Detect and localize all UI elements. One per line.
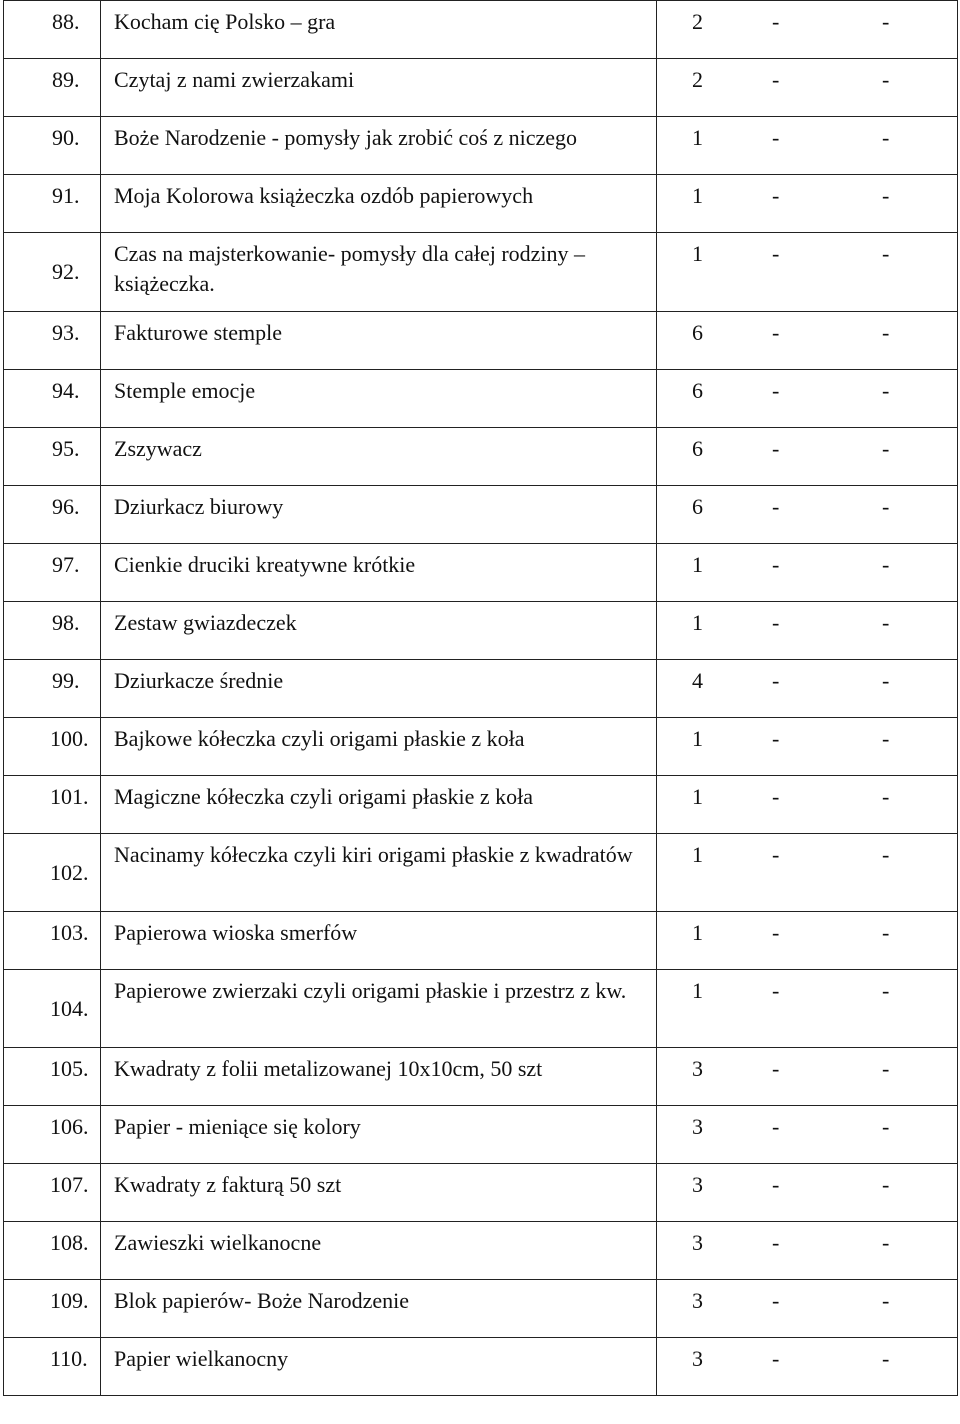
quantity-value: 3 [692, 1346, 703, 1371]
quantity-cell [657, 1, 958, 59]
quantity-cell [657, 912, 958, 970]
row-number: 96. [4, 486, 101, 544]
row-number: 104. [4, 970, 101, 1048]
table-row [4, 834, 958, 912]
row-number: 107. [4, 1164, 101, 1222]
dash-mark: - [772, 1056, 780, 1081]
dash-mark: - [882, 610, 890, 635]
dash-mark: - [882, 1056, 890, 1081]
row-number: 100. [4, 718, 101, 776]
table-row [4, 175, 958, 233]
quantity-value: 1 [692, 552, 703, 577]
quantity-cell [657, 59, 958, 117]
dash-mark: - [882, 920, 890, 945]
item-name: Kwadraty z folii metalizowanej 10x10cm, 50 szt [101, 1048, 657, 1106]
quantity-value: 3 [692, 1114, 703, 1139]
quantity-cell [657, 117, 958, 175]
quantity-cell [657, 970, 958, 1048]
row-number: 109. [4, 1280, 101, 1338]
quantity-value: 1 [692, 842, 703, 867]
quantity-cell [657, 1106, 958, 1164]
dash-mark: - [772, 610, 780, 635]
dash-mark: - [772, 378, 780, 403]
item-name: Papierowa wioska smerfów [101, 912, 657, 970]
table-row [4, 660, 958, 718]
item-name: Dziurkacze średnie [101, 660, 657, 718]
item-name: Papier - mieniące się kolory [101, 1106, 657, 1164]
dash-mark: - [882, 494, 890, 519]
table-row [4, 486, 958, 544]
dash-mark: - [772, 494, 780, 519]
quantity-value: 6 [692, 436, 703, 461]
dash-mark: - [882, 978, 890, 1003]
dash-mark: - [772, 726, 780, 751]
table-row [4, 1106, 958, 1164]
table-row [4, 1048, 958, 1106]
dash-mark: - [882, 1172, 890, 1197]
dash-mark: - [882, 241, 890, 266]
dash-mark: - [772, 320, 780, 345]
dash-mark: - [882, 67, 890, 92]
quantity-value: 1 [692, 978, 703, 1003]
row-number: 103. [4, 912, 101, 970]
item-name: Magiczne kółeczka czyli origami płaskie z koła [101, 776, 657, 834]
item-name: Kwadraty z fakturą 50 szt [101, 1164, 657, 1222]
inventory-sheet [3, 0, 957, 1396]
quantity-value: 1 [692, 610, 703, 635]
item-name: Boże Narodzenie - pomysły jak zrobić coś z niczego [101, 117, 657, 175]
item-name: Dziurkacz biurowy [101, 486, 657, 544]
quantity-cell [657, 486, 958, 544]
table-row [4, 1338, 958, 1396]
table-row [4, 428, 958, 486]
row-number: 105. [4, 1048, 101, 1106]
row-number: 92. [4, 233, 101, 312]
quantity-value: 2 [692, 9, 703, 34]
row-number: 101. [4, 776, 101, 834]
item-name: Zestaw gwiazdeczek [101, 602, 657, 660]
table-row [4, 1164, 958, 1222]
quantity-value: 3 [692, 1172, 703, 1197]
dash-mark: - [772, 920, 780, 945]
table-body [4, 1, 958, 1396]
quantity-value: 1 [692, 784, 703, 809]
item-name: Papier wielkanocny [101, 1338, 657, 1396]
quantity-value: 4 [692, 668, 703, 693]
quantity-cell [657, 1048, 958, 1106]
quantity-cell [657, 776, 958, 834]
dash-mark: - [882, 320, 890, 345]
table-row [4, 1280, 958, 1338]
quantity-value: 1 [692, 726, 703, 751]
quantity-value: 3 [692, 1056, 703, 1081]
quantity-cell [657, 1164, 958, 1222]
dash-mark: - [772, 241, 780, 266]
dash-mark: - [772, 1288, 780, 1313]
row-number: 94. [4, 370, 101, 428]
row-number: 91. [4, 175, 101, 233]
quantity-cell [657, 544, 958, 602]
quantity-value: 6 [692, 378, 703, 403]
row-number: 108. [4, 1222, 101, 1280]
dash-mark: - [882, 9, 890, 34]
dash-mark: - [882, 668, 890, 693]
table-row [4, 59, 958, 117]
dash-mark: - [882, 726, 890, 751]
quantity-cell [657, 602, 958, 660]
table-row [4, 370, 958, 428]
quantity-cell [657, 660, 958, 718]
dash-mark: - [882, 378, 890, 403]
table-row [4, 776, 958, 834]
quantity-cell [657, 370, 958, 428]
dash-mark: - [882, 436, 890, 461]
item-name: Nacinamy kółeczka czyli kiri origami płaskie z kwadratów [101, 834, 657, 912]
table-row [4, 312, 958, 370]
row-number: 110. [4, 1338, 101, 1396]
row-number: 102. [4, 834, 101, 912]
quantity-value: 1 [692, 920, 703, 945]
table-row [4, 1222, 958, 1280]
dash-mark: - [882, 1114, 890, 1139]
dash-mark: - [772, 436, 780, 461]
dash-mark: - [882, 1288, 890, 1313]
row-number: 90. [4, 117, 101, 175]
table-row [4, 970, 958, 1048]
dash-mark: - [882, 125, 890, 150]
item-name: Cienkie druciki kreatywne krótkie [101, 544, 657, 602]
dash-mark: - [772, 978, 780, 1003]
item-name: Zszywacz [101, 428, 657, 486]
item-name: Stemple emocje [101, 370, 657, 428]
dash-mark: - [772, 1230, 780, 1255]
item-name: Papierowe zwierzaki czyli origami płaskie i przestrz z kw. [101, 970, 657, 1048]
dash-mark: - [772, 1172, 780, 1197]
item-name: Kocham cię Polsko – gra [101, 1, 657, 59]
item-name: Czytaj z nami zwierzakami [101, 59, 657, 117]
dash-mark: - [772, 668, 780, 693]
quantity-cell [657, 233, 958, 312]
dash-mark: - [772, 842, 780, 867]
quantity-cell [657, 1222, 958, 1280]
quantity-cell [657, 312, 958, 370]
dash-mark: - [882, 1230, 890, 1255]
row-number: 99. [4, 660, 101, 718]
dash-mark: - [772, 183, 780, 208]
row-number: 97. [4, 544, 101, 602]
item-name: Fakturowe stemple [101, 312, 657, 370]
dash-mark: - [882, 183, 890, 208]
table-row [4, 718, 958, 776]
inventory-table [3, 0, 958, 1396]
table-row [4, 544, 958, 602]
quantity-cell [657, 175, 958, 233]
item-name: Blok papierów- Boże Narodzenie [101, 1280, 657, 1338]
table-row [4, 233, 958, 312]
dash-mark: - [772, 552, 780, 577]
dash-mark: - [882, 784, 890, 809]
quantity-value: 1 [692, 125, 703, 150]
quantity-value: 3 [692, 1230, 703, 1255]
quantity-cell [657, 718, 958, 776]
quantity-value: 1 [692, 183, 703, 208]
quantity-value: 6 [692, 320, 703, 345]
dash-mark: - [772, 67, 780, 92]
dash-mark: - [772, 784, 780, 809]
row-number: 95. [4, 428, 101, 486]
quantity-value: 6 [692, 494, 703, 519]
dash-mark: - [772, 9, 780, 34]
dash-mark: - [882, 842, 890, 867]
row-number: 98. [4, 602, 101, 660]
quantity-value: 1 [692, 241, 703, 266]
dash-mark: - [772, 125, 780, 150]
quantity-cell [657, 1338, 958, 1396]
quantity-cell [657, 1280, 958, 1338]
table-row [4, 912, 958, 970]
item-name: Bajkowe kółeczka czyli origami płaskie z koła [101, 718, 657, 776]
item-name: Moja Kolorowa książeczka ozdób papierowych [101, 175, 657, 233]
dash-mark: - [772, 1346, 780, 1371]
dash-mark: - [882, 552, 890, 577]
quantity-value: 2 [692, 67, 703, 92]
row-number: 89. [4, 59, 101, 117]
table-row [4, 602, 958, 660]
item-name: Czas na majsterkowanie- pomysły dla całej rodziny – książeczka. [101, 233, 657, 312]
table-row [4, 117, 958, 175]
row-number: 88. [4, 1, 101, 59]
quantity-cell [657, 428, 958, 486]
item-name: Zawieszki wielkanocne [101, 1222, 657, 1280]
row-number: 93. [4, 312, 101, 370]
table-row [4, 1, 958, 59]
row-number: 106. [4, 1106, 101, 1164]
dash-mark: - [882, 1346, 890, 1371]
dash-mark: - [772, 1114, 780, 1139]
quantity-value: 3 [692, 1288, 703, 1313]
quantity-cell [657, 834, 958, 912]
